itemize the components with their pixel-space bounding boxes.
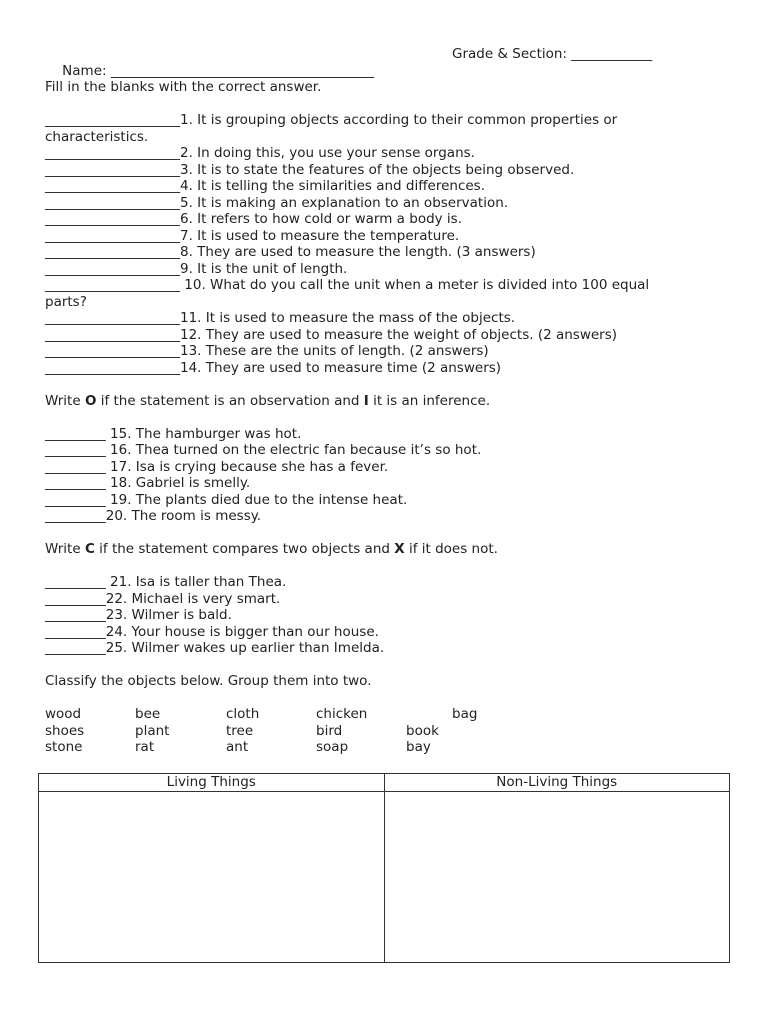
list-item: _________24. Your house is bigger than our house.: [45, 623, 379, 640]
list-item: ____________________12. They are used to measure the weight of objects. (2 answers): [45, 326, 618, 343]
word: rat: [135, 739, 155, 755]
list-item: ____________________2. In doing this, you use your sense organs.: [45, 145, 475, 161]
list-item: characteristics.: [45, 128, 149, 145]
word: wood: [45, 706, 82, 722]
list-item: ____________________11. It is used to measure the mass of the objects.: [45, 310, 516, 326]
word: bee: [135, 706, 161, 722]
list-item: ____________________6. It refers to how cold or warm a body is.: [45, 211, 463, 227]
list-item: ____________________1. It is grouping objects according to their common properties or: [45, 112, 618, 128]
word: tree: [226, 722, 254, 739]
word-bank: [45, 706, 735, 756]
list-item: _________20. The room is messy.: [45, 508, 262, 524]
grade-section-field: Grade & Section: ____________: [452, 46, 653, 62]
list-item: _________ 15. The hamburger was hot.: [45, 425, 302, 442]
list-item: ____________________8. They are used to measure the length. (3 answers): [45, 244, 536, 260]
list-item: ____________________9. It is the unit of length.: [45, 260, 348, 277]
list-item: ____________________4. It is telling the similarities and differences.: [45, 178, 485, 194]
word: soap: [316, 739, 349, 755]
list-item: ____________________3. It is to state the features of the objects being observed.: [45, 161, 575, 178]
word: cloth: [226, 706, 260, 722]
part4-instruction: Classify the objects below. Group them into two.: [45, 673, 372, 689]
living-things-header: Living Things: [39, 774, 385, 792]
list-item: _________ 17. Isa is crying because she has a fever.: [45, 458, 389, 475]
word: bird: [316, 722, 343, 739]
part1-items: [45, 112, 735, 376]
word: plant: [135, 722, 170, 739]
list-item: ____________________7. It is used to measure the temperature.: [45, 227, 460, 244]
list-item: _________25. Wilmer wakes up earlier than Imelda.: [45, 640, 385, 656]
word: ant: [226, 739, 249, 755]
word: book: [406, 722, 439, 739]
word: shoes: [45, 722, 85, 739]
list-item: _________22. Michael is very smart.: [45, 590, 281, 607]
list-item: _________23. Wilmer is bald.: [45, 607, 232, 623]
list-item: _________ 19. The plants died due to the intense heat.: [45, 491, 408, 508]
classification-table: [38, 773, 730, 963]
non-living-things-header: Non-Living Things: [384, 774, 730, 792]
list-item: _________ 21. Isa is taller than Thea.: [45, 574, 287, 590]
list-item: _________ 16. Thea turned on the electric fan because it’s so hot.: [45, 442, 482, 458]
word: stone: [45, 739, 83, 755]
part3-items: [45, 574, 735, 657]
worksheet: [45, 46, 735, 756]
list-item: parts?: [45, 293, 87, 310]
header: [45, 46, 735, 79]
list-item: ____________________14. They are used to measure time (2 answers): [45, 359, 502, 376]
name-field: Name: _______________________________________: [62, 62, 375, 79]
word: bay: [406, 739, 431, 755]
list-item: ____________________5. It is making an explanation to an observation.: [45, 194, 509, 211]
part3-instruction: Write C if the statement compares two objects and X if it does not.: [45, 541, 498, 557]
non-living-things-cell[interactable]: [384, 792, 730, 963]
word: bag: [452, 706, 478, 722]
list-item: ____________________ 10. What do you call the unit when a meter is divided into 100 equal: [45, 277, 650, 293]
list-item: ____________________13. These are the units of length. (2 answers): [45, 343, 489, 359]
living-things-cell[interactable]: [39, 792, 385, 963]
part2-instruction: Write O if the statement is an observation and I it is an inference.: [45, 392, 491, 409]
list-item: _________ 18. Gabriel is smelly.: [45, 475, 251, 491]
word: chicken: [316, 706, 368, 722]
part1-instruction: Fill in the blanks with the correct answer.: [45, 79, 322, 95]
part2-items: [45, 426, 735, 525]
